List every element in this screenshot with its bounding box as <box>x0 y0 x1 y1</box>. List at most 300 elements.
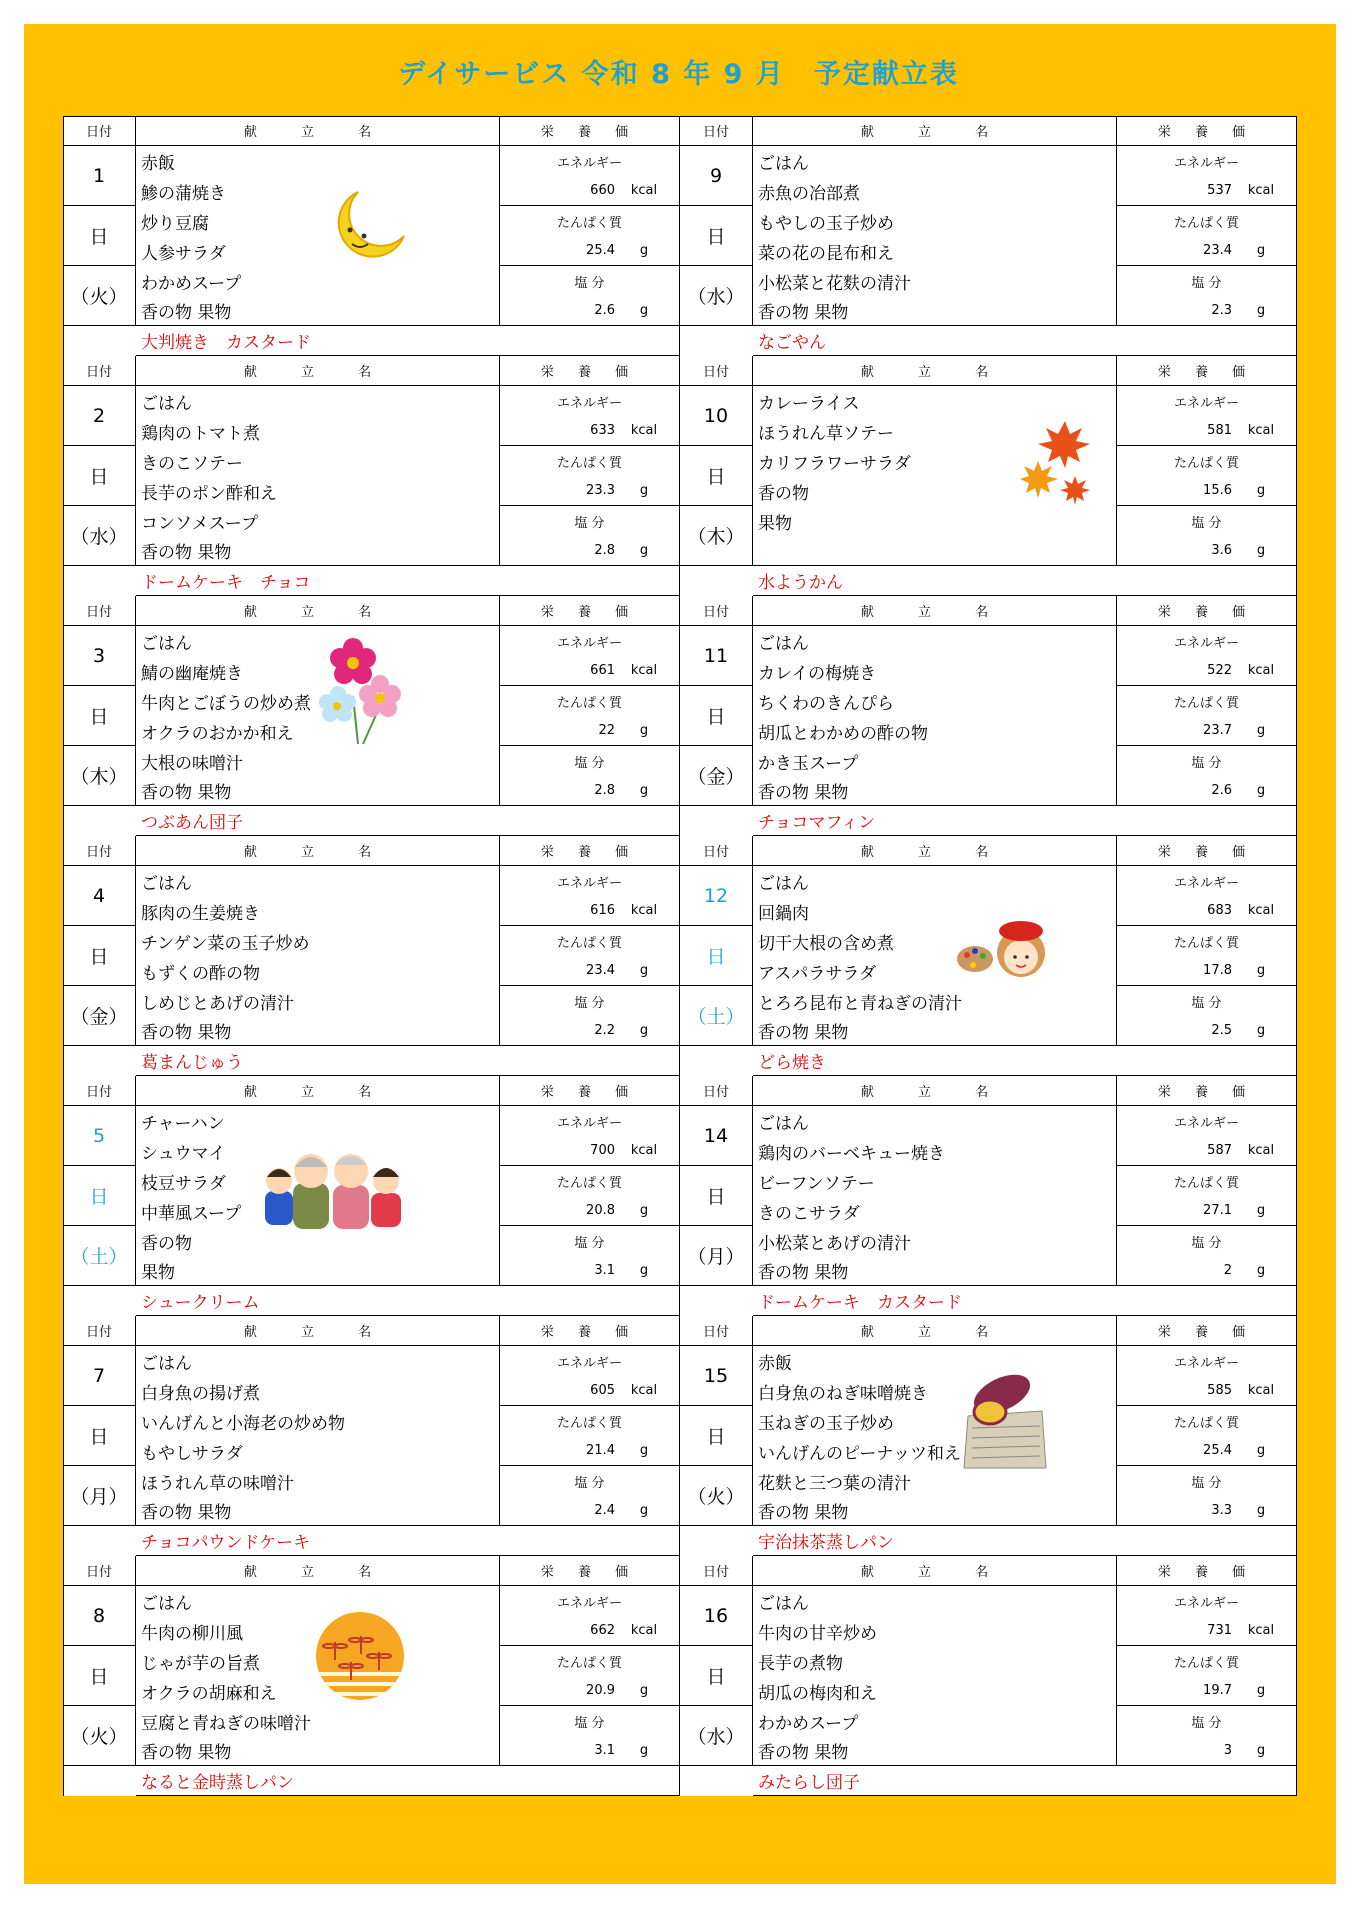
day-block-5 <box>63 1076 680 1316</box>
day-block-10 <box>680 356 1297 596</box>
header-nutrition: 栄 養 価 <box>500 1076 680 1106</box>
protein-label: たんぱく質 <box>1117 446 1297 476</box>
dessert: ドームケーキ チョコ <box>136 566 680 596</box>
energy-value: 700 <box>590 1143 615 1158</box>
dish-item: 長芋の煮物 <box>753 1646 1117 1676</box>
day-number: 10 <box>680 386 753 446</box>
dish-item: 炒り豆腐 <box>136 206 500 236</box>
dish-item: 花麩と三つ葉の清汁 <box>753 1466 1117 1496</box>
energy-value: 731 <box>1207 1623 1232 1638</box>
energy-label: エネルギー <box>500 1106 680 1136</box>
salt-value: 2.8 <box>594 783 615 798</box>
day-char: 日 <box>680 206 753 266</box>
dish-item: 香の物 <box>136 1226 500 1256</box>
header-date: 日付 <box>63 116 136 146</box>
salt-unit: g <box>639 303 649 318</box>
dish-item: とろろ昆布と青ねぎの清汁 <box>753 986 1117 1016</box>
dish-item: オクラの胡麻和え <box>136 1676 500 1706</box>
dish-item: 香の物 果物 <box>136 776 500 806</box>
protein-unit: g <box>639 963 649 978</box>
energy-label: エネルギー <box>1117 866 1297 896</box>
dish-item: ごはん <box>753 1106 1117 1136</box>
salt-unit: g <box>1256 303 1266 318</box>
dish-item: 玉ねぎの玉子炒め <box>753 1406 1117 1436</box>
dish-item: カレーライス <box>753 386 1117 416</box>
energy-label: エネルギー <box>1117 1346 1297 1376</box>
salt-unit: g <box>639 783 649 798</box>
energy-value: 585 <box>1207 1383 1232 1398</box>
day-number: 16 <box>680 1586 753 1646</box>
salt-value-cell <box>1117 296 1297 326</box>
day-block-9 <box>680 116 1297 356</box>
protein-value-cell <box>500 476 680 506</box>
day-char: 日 <box>63 926 136 986</box>
dish-item: じゃが芋の旨煮 <box>136 1646 500 1676</box>
dish-item: ごはん <box>136 626 500 656</box>
salt-value: 3.6 <box>1211 543 1232 558</box>
salt-value-cell <box>500 776 680 806</box>
protein-value-cell <box>1117 1436 1297 1466</box>
energy-label: エネルギー <box>500 146 680 176</box>
header-menu: 献 立 名 <box>136 356 500 386</box>
protein-unit: g <box>1256 1203 1266 1218</box>
dessert: 水ようかん <box>753 566 1297 596</box>
day-block-15 <box>680 1316 1297 1556</box>
header-menu: 献 立 名 <box>753 356 1117 386</box>
protein-value-cell <box>500 1436 680 1466</box>
header-menu: 献 立 名 <box>753 596 1117 626</box>
dish-item: 香の物 果物 <box>753 1016 1117 1046</box>
protein-unit: g <box>639 1683 649 1698</box>
dish-item <box>753 536 1117 566</box>
header-nutrition: 栄 養 価 <box>1117 1556 1297 1586</box>
header-menu: 献 立 名 <box>136 1316 500 1346</box>
energy-unit: kcal <box>1247 903 1275 918</box>
salt-label: 塩 分 <box>1117 1226 1297 1256</box>
salt-unit: g <box>1256 783 1266 798</box>
protein-label: たんぱく質 <box>500 446 680 476</box>
protein-label: たんぱく質 <box>500 686 680 716</box>
dish-item: 鶏肉のトマト煮 <box>136 416 500 446</box>
energy-unit: kcal <box>1247 1623 1275 1638</box>
energy-label: エネルギー <box>1117 386 1297 416</box>
salt-value: 2.6 <box>594 303 615 318</box>
dish-item: ごはん <box>136 1586 500 1616</box>
page-title: デイサービス 令和 8 年 9 月 予定献立表 <box>398 59 959 90</box>
dish-item: 人参サラダ <box>136 236 500 266</box>
dish-item: アスパラサラダ <box>753 956 1117 986</box>
salt-value: 3.3 <box>1211 1503 1232 1518</box>
dish-item: もずくの酢の物 <box>136 956 500 986</box>
protein-value-cell <box>1117 956 1297 986</box>
dish-item: ごはん <box>136 866 500 896</box>
header-date: 日付 <box>680 356 753 386</box>
energy-value: 605 <box>590 1383 615 1398</box>
protein-unit: g <box>639 1203 649 1218</box>
dish-item: 香の物 果物 <box>136 536 500 566</box>
weekday: （火） <box>63 266 136 326</box>
energy-value-cell <box>1117 1136 1297 1166</box>
salt-label: 塩 分 <box>1117 986 1297 1016</box>
header-menu: 献 立 名 <box>753 116 1117 146</box>
salt-unit: g <box>639 1263 649 1278</box>
salt-value-cell <box>1117 536 1297 566</box>
day-block-3 <box>63 596 680 836</box>
dish-item: 牛肉の甘辛炒め <box>753 1616 1117 1646</box>
dessert: 葛まんじゅう <box>136 1046 680 1076</box>
dish-item: 香の物 果物 <box>136 1496 500 1526</box>
energy-value-cell <box>500 1376 680 1406</box>
dish-item: ごはん <box>136 386 500 416</box>
dish-item: いんげんのピーナッツ和え <box>753 1436 1117 1466</box>
weekday: （月） <box>680 1226 753 1286</box>
cosmos-flower-icon <box>318 636 408 746</box>
header-date: 日付 <box>680 1556 753 1586</box>
weekday: （木） <box>680 506 753 566</box>
energy-label: エネルギー <box>500 866 680 896</box>
salt-label: 塩 分 <box>1117 1706 1297 1736</box>
protein-value: 25.4 <box>586 243 615 258</box>
day-char: 日 <box>680 686 753 746</box>
energy-value-cell <box>500 656 680 686</box>
salt-label: 塩 分 <box>500 1466 680 1496</box>
header-menu: 献 立 名 <box>136 1556 500 1586</box>
dish-item: 豚肉の生姜焼き <box>136 896 500 926</box>
protein-label: たんぱく質 <box>500 1406 680 1436</box>
day-number: 9 <box>680 146 753 206</box>
salt-unit: g <box>639 1503 649 1518</box>
family-icon <box>263 1141 413 1231</box>
salt-unit: g <box>1256 1503 1266 1518</box>
energy-unit: kcal <box>630 423 658 438</box>
day-char: 日 <box>63 1166 136 1226</box>
dish-item: ちくわのきんぴら <box>753 686 1117 716</box>
dessert: ドームケーキ カスタード <box>753 1286 1297 1316</box>
dish-item: 牛肉とごぼうの炒め煮 <box>136 686 500 716</box>
salt-label: 塩 分 <box>500 746 680 776</box>
protein-label: たんぱく質 <box>1117 1406 1297 1436</box>
protein-value: 22 <box>598 723 615 738</box>
energy-value-cell <box>500 416 680 446</box>
energy-label: エネルギー <box>500 626 680 656</box>
day-number: 8 <box>63 1586 136 1646</box>
energy-value-cell <box>1117 896 1297 926</box>
weekday: （水） <box>680 266 753 326</box>
salt-label: 塩 分 <box>500 986 680 1016</box>
dessert: チョコパウンドケーキ <box>136 1526 680 1556</box>
dish-item: カレイの梅焼き <box>753 656 1117 686</box>
dish-item: 鶏肉のバーベキュー焼き <box>753 1136 1117 1166</box>
weekday: （金） <box>680 746 753 806</box>
header-date: 日付 <box>680 116 753 146</box>
header-date: 日付 <box>63 836 136 866</box>
dish-item: 香の物 <box>753 476 1117 506</box>
dish-item: わかめスープ <box>136 266 500 296</box>
header-menu: 献 立 名 <box>753 1556 1117 1586</box>
salt-label: 塩 分 <box>1117 506 1297 536</box>
protein-label: たんぱく質 <box>1117 206 1297 236</box>
protein-value: 23.4 <box>1203 243 1232 258</box>
energy-label: エネルギー <box>500 386 680 416</box>
energy-value-cell <box>500 176 680 206</box>
energy-unit: kcal <box>630 1383 658 1398</box>
energy-value: 522 <box>1207 663 1232 678</box>
dish-item: 枝豆サラダ <box>136 1166 500 1196</box>
header-date: 日付 <box>63 1076 136 1106</box>
salt-value-cell <box>1117 1736 1297 1766</box>
weekday: （火） <box>680 1466 753 1526</box>
salt-unit: g <box>639 1743 649 1758</box>
dish-item: ごはん <box>753 626 1117 656</box>
dish-item: しめじとあげの清汁 <box>136 986 500 1016</box>
protein-label: たんぱく質 <box>1117 926 1297 956</box>
weekday: （水） <box>680 1706 753 1766</box>
salt-value: 3.1 <box>594 1263 615 1278</box>
day-block-14 <box>680 1076 1297 1316</box>
energy-unit: kcal <box>630 183 658 198</box>
moon-icon <box>318 186 408 266</box>
weekday: （水） <box>63 506 136 566</box>
salt-label: 塩 分 <box>1117 746 1297 776</box>
dish-item: シュウマイ <box>136 1136 500 1166</box>
protein-unit: g <box>1256 483 1266 498</box>
header-nutrition: 栄 養 価 <box>1117 596 1297 626</box>
energy-unit: kcal <box>630 1623 658 1638</box>
header-nutrition: 栄 養 価 <box>1117 836 1297 866</box>
day-char: 日 <box>63 1646 136 1706</box>
day-char: 日 <box>680 1646 753 1706</box>
dish-item: 鯵の蒲焼き <box>136 176 500 206</box>
protein-value-cell <box>500 956 680 986</box>
protein-value: 25.4 <box>1203 1443 1232 1458</box>
salt-unit: g <box>1256 1263 1266 1278</box>
day-block-7 <box>63 1316 680 1556</box>
dessert: みたらし団子 <box>753 1766 1297 1796</box>
header-nutrition: 栄 養 価 <box>500 596 680 626</box>
salt-value-cell <box>500 536 680 566</box>
day-char: 日 <box>680 1406 753 1466</box>
salt-label: 塩 分 <box>500 1706 680 1736</box>
energy-label: エネルギー <box>1117 1106 1297 1136</box>
energy-value: 581 <box>1207 423 1232 438</box>
day-block-4 <box>63 836 680 1076</box>
protein-value-cell <box>1117 716 1297 746</box>
header-nutrition: 栄 養 価 <box>500 1316 680 1346</box>
painter-girl-icon <box>955 911 1050 986</box>
header-menu: 献 立 名 <box>136 116 500 146</box>
dish-item: きのこソテー <box>136 446 500 476</box>
energy-label: エネルギー <box>500 1586 680 1616</box>
dish-item: 香の物 果物 <box>753 1256 1117 1286</box>
dish-item: ごはん <box>753 146 1117 176</box>
protein-value: 15.6 <box>1203 483 1232 498</box>
energy-unit: kcal <box>630 1143 658 1158</box>
dish-item: 果物 <box>136 1256 500 1286</box>
weekday: （土） <box>63 1226 136 1286</box>
dish-item: ごはん <box>753 1586 1117 1616</box>
day-block-16 <box>680 1556 1297 1796</box>
dish-item: 小松菜と花麩の清汁 <box>753 266 1117 296</box>
dish-item: 白身魚の揚げ煮 <box>136 1376 500 1406</box>
weekday: （火） <box>63 1706 136 1766</box>
energy-value: 683 <box>1207 903 1232 918</box>
weekday: （木） <box>63 746 136 806</box>
dessert: なると金時蒸しパン <box>136 1766 680 1796</box>
dish-item: ビーフンソテー <box>753 1166 1117 1196</box>
salt-label: 塩 分 <box>1117 1466 1297 1496</box>
energy-unit: kcal <box>1247 1143 1275 1158</box>
protein-value: 27.1 <box>1203 1203 1232 1218</box>
day-number: 7 <box>63 1346 136 1406</box>
header-date: 日付 <box>680 596 753 626</box>
header-nutrition: 栄 養 価 <box>500 116 680 146</box>
salt-unit: g <box>1256 543 1266 558</box>
menu-grid <box>63 116 1297 1796</box>
salt-value-cell <box>500 1256 680 1286</box>
header-date: 日付 <box>63 356 136 386</box>
dish-item: 香の物 果物 <box>753 1736 1117 1766</box>
header-date: 日付 <box>680 1316 753 1346</box>
dish-item: 胡瓜とわかめの酢の物 <box>753 716 1117 746</box>
dish-item: 果物 <box>753 506 1117 536</box>
energy-unit: kcal <box>1247 183 1275 198</box>
salt-value: 2.5 <box>1211 1023 1232 1038</box>
dish-item: 香の物 果物 <box>136 1016 500 1046</box>
salt-value: 2.8 <box>594 543 615 558</box>
day-char: 日 <box>63 686 136 746</box>
dish-item: 香の物 果物 <box>136 296 500 326</box>
dish-item: ほうれん草ソテー <box>753 416 1117 446</box>
header-menu: 献 立 名 <box>136 596 500 626</box>
dessert: なごやん <box>753 326 1297 356</box>
day-block-11 <box>680 596 1297 836</box>
day-char: 日 <box>63 1406 136 1466</box>
energy-value: 587 <box>1207 1143 1232 1158</box>
dish-item: 白身魚のねぎ味噌焼き <box>753 1376 1117 1406</box>
salt-unit: g <box>639 543 649 558</box>
protein-value-cell <box>500 236 680 266</box>
energy-value-cell <box>1117 416 1297 446</box>
weekday: （金） <box>63 986 136 1046</box>
dish-item: 胡瓜の梅肉和え <box>753 1676 1117 1706</box>
header-nutrition: 栄 養 価 <box>500 356 680 386</box>
protein-value: 23.3 <box>586 483 615 498</box>
dish-item: 大根の味噌汁 <box>136 746 500 776</box>
salt-value: 2.6 <box>1211 783 1232 798</box>
energy-value: 661 <box>590 663 615 678</box>
protein-unit: g <box>1256 963 1266 978</box>
energy-label: エネルギー <box>1117 1586 1297 1616</box>
dish-item: いんげんと小海老の炒め物 <box>136 1406 500 1436</box>
energy-value-cell <box>500 1136 680 1166</box>
salt-label: 塩 分 <box>500 506 680 536</box>
day-char: 日 <box>680 926 753 986</box>
protein-value-cell <box>1117 476 1297 506</box>
energy-label: エネルギー <box>500 1346 680 1376</box>
dish-item: 切干大根の含め煮 <box>753 926 1117 956</box>
header-date: 日付 <box>63 1556 136 1586</box>
protein-value-cell <box>1117 236 1297 266</box>
salt-value: 2 <box>1223 1263 1232 1278</box>
protein-label: たんぱく質 <box>500 206 680 236</box>
protein-unit: g <box>1256 243 1266 258</box>
header-nutrition: 栄 養 価 <box>500 1556 680 1586</box>
salt-unit: g <box>1256 1023 1266 1038</box>
header-menu: 献 立 名 <box>136 836 500 866</box>
dish-item: ごはん <box>136 1346 500 1376</box>
protein-unit: g <box>639 1443 649 1458</box>
protein-unit: g <box>639 723 649 738</box>
dish-item: 小松菜とあげの清汁 <box>753 1226 1117 1256</box>
protein-value: 19.7 <box>1203 1683 1232 1698</box>
day-number: 4 <box>63 866 136 926</box>
header-menu: 献 立 名 <box>136 1076 500 1106</box>
day-number: 1 <box>63 146 136 206</box>
protein-unit: g <box>639 243 649 258</box>
dish-item: オクラのおかか和え <box>136 716 500 746</box>
protein-value-cell <box>500 1196 680 1226</box>
energy-unit: kcal <box>1247 1383 1275 1398</box>
dish-item: わかめスープ <box>753 1706 1117 1736</box>
energy-value-cell <box>500 896 680 926</box>
protein-value: 23.4 <box>586 963 615 978</box>
dessert: 大判焼き カスタード <box>136 326 680 356</box>
dish-item: 香の物 果物 <box>753 776 1117 806</box>
protein-unit: g <box>1256 1683 1266 1698</box>
protein-label: たんぱく質 <box>500 926 680 956</box>
header-nutrition: 栄 養 価 <box>1117 356 1297 386</box>
salt-value-cell <box>1117 1016 1297 1046</box>
dish-item: チンゲン菜の玉子炒め <box>136 926 500 956</box>
salt-unit: g <box>639 1023 649 1038</box>
day-char: 日 <box>63 446 136 506</box>
dish-item: もやしの玉子炒め <box>753 206 1117 236</box>
day-number: 2 <box>63 386 136 446</box>
dish-item: 菜の花の昆布和え <box>753 236 1117 266</box>
energy-value: 660 <box>590 183 615 198</box>
protein-value: 20.9 <box>586 1683 615 1698</box>
energy-value: 537 <box>1207 183 1232 198</box>
dessert: シュークリーム <box>136 1286 680 1316</box>
header-menu: 献 立 名 <box>753 836 1117 866</box>
energy-label: エネルギー <box>1117 626 1297 656</box>
energy-value: 633 <box>590 423 615 438</box>
energy-unit: kcal <box>1247 663 1275 678</box>
header-menu: 献 立 名 <box>753 1076 1117 1106</box>
energy-value-cell <box>1117 1376 1297 1406</box>
salt-unit: g <box>1256 1743 1266 1758</box>
dish-item: 豆腐と青ねぎの味噌汁 <box>136 1706 500 1736</box>
dish-item: 中華風スープ <box>136 1196 500 1226</box>
dish-item: コンソメスープ <box>136 506 500 536</box>
weekday: （月） <box>63 1466 136 1526</box>
salt-label: 塩 分 <box>500 266 680 296</box>
header-date: 日付 <box>63 1316 136 1346</box>
energy-value: 662 <box>590 1623 615 1638</box>
protein-label: たんぱく質 <box>500 1166 680 1196</box>
protein-label: たんぱく質 <box>1117 686 1297 716</box>
dish-item: もやしサラダ <box>136 1436 500 1466</box>
dish-item: 香の物 果物 <box>136 1736 500 1766</box>
dish-item: 赤飯 <box>136 146 500 176</box>
day-number: 15 <box>680 1346 753 1406</box>
header-nutrition: 栄 養 価 <box>500 836 680 866</box>
energy-value-cell <box>1117 656 1297 686</box>
header-date: 日付 <box>680 1076 753 1106</box>
protein-unit: g <box>1256 1443 1266 1458</box>
protein-label: たんぱく質 <box>1117 1646 1297 1676</box>
dragonfly-sunset-icon <box>313 1606 408 1706</box>
